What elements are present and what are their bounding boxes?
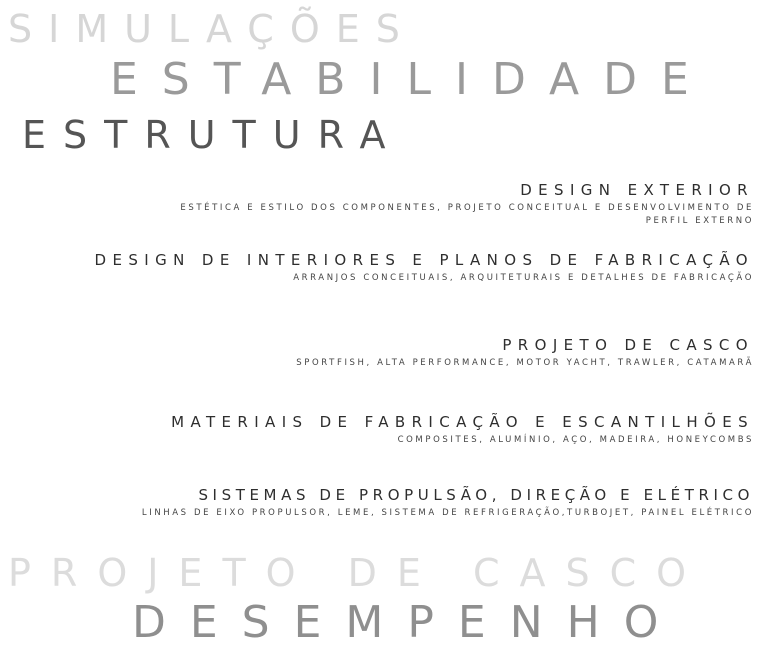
- section-design-exterior: [134, 180, 754, 228]
- heading-estrutura: ESTRUTURA: [22, 113, 403, 157]
- section-sistemas: [0, 485, 754, 520]
- section-title: SISTEMAS DE PROPULSÃO, DIREÇÃO E ELÉTRICO: [198, 486, 754, 504]
- section-title: DESIGN DE INTERIORES E PLANOS DE FABRICAÇÃO: [94, 251, 754, 269]
- section-title: DESIGN EXTERIOR: [520, 181, 754, 199]
- section-description: ARRANJOS CONCEITUAIS, ARQUITETURAIS E DETALHES DE FABRICAÇÃO: [293, 273, 754, 283]
- heading-desempenho: DESEMPENHO: [132, 597, 683, 648]
- section-projeto-casco: [54, 335, 754, 370]
- section-description: LINHAS DE EIXO PROPULSOR, LEME, SISTEMA DE REFRIGERAÇÃO,TURBOJET, PAINEL ELÉTRICO: [141, 508, 754, 518]
- section-materiais: [34, 412, 754, 447]
- heading-projeto-de-casco: PROJETO DE CASCO: [8, 551, 707, 595]
- section-description: COMPOSITES, ALUMÍNIO, AÇO, MADEIRA, HONEYCOMBS: [397, 435, 754, 445]
- section-design-interiores: [74, 250, 754, 285]
- section-description: ESTÉTICA E ESTILO DOS COMPONENTES, PROJETO CONCEITUAL E DESENVOLVIMENTO DE PERFIL EXTERNO: [180, 203, 754, 226]
- section-title: PROJETO DE CASCO: [502, 336, 754, 354]
- heading-estabilidade: ESTABILIDADE: [110, 54, 713, 105]
- section-title: MATERIAIS DE FABRICAÇÃO E ESCANTILHÕES: [171, 413, 754, 431]
- section-description: SPORTFISH, ALTA PERFORMANCE, MOTOR YACHT, TRAWLER, CATAMARÃ: [296, 358, 754, 368]
- heading-simulacoes: SIMULAÇÕES: [8, 7, 416, 51]
